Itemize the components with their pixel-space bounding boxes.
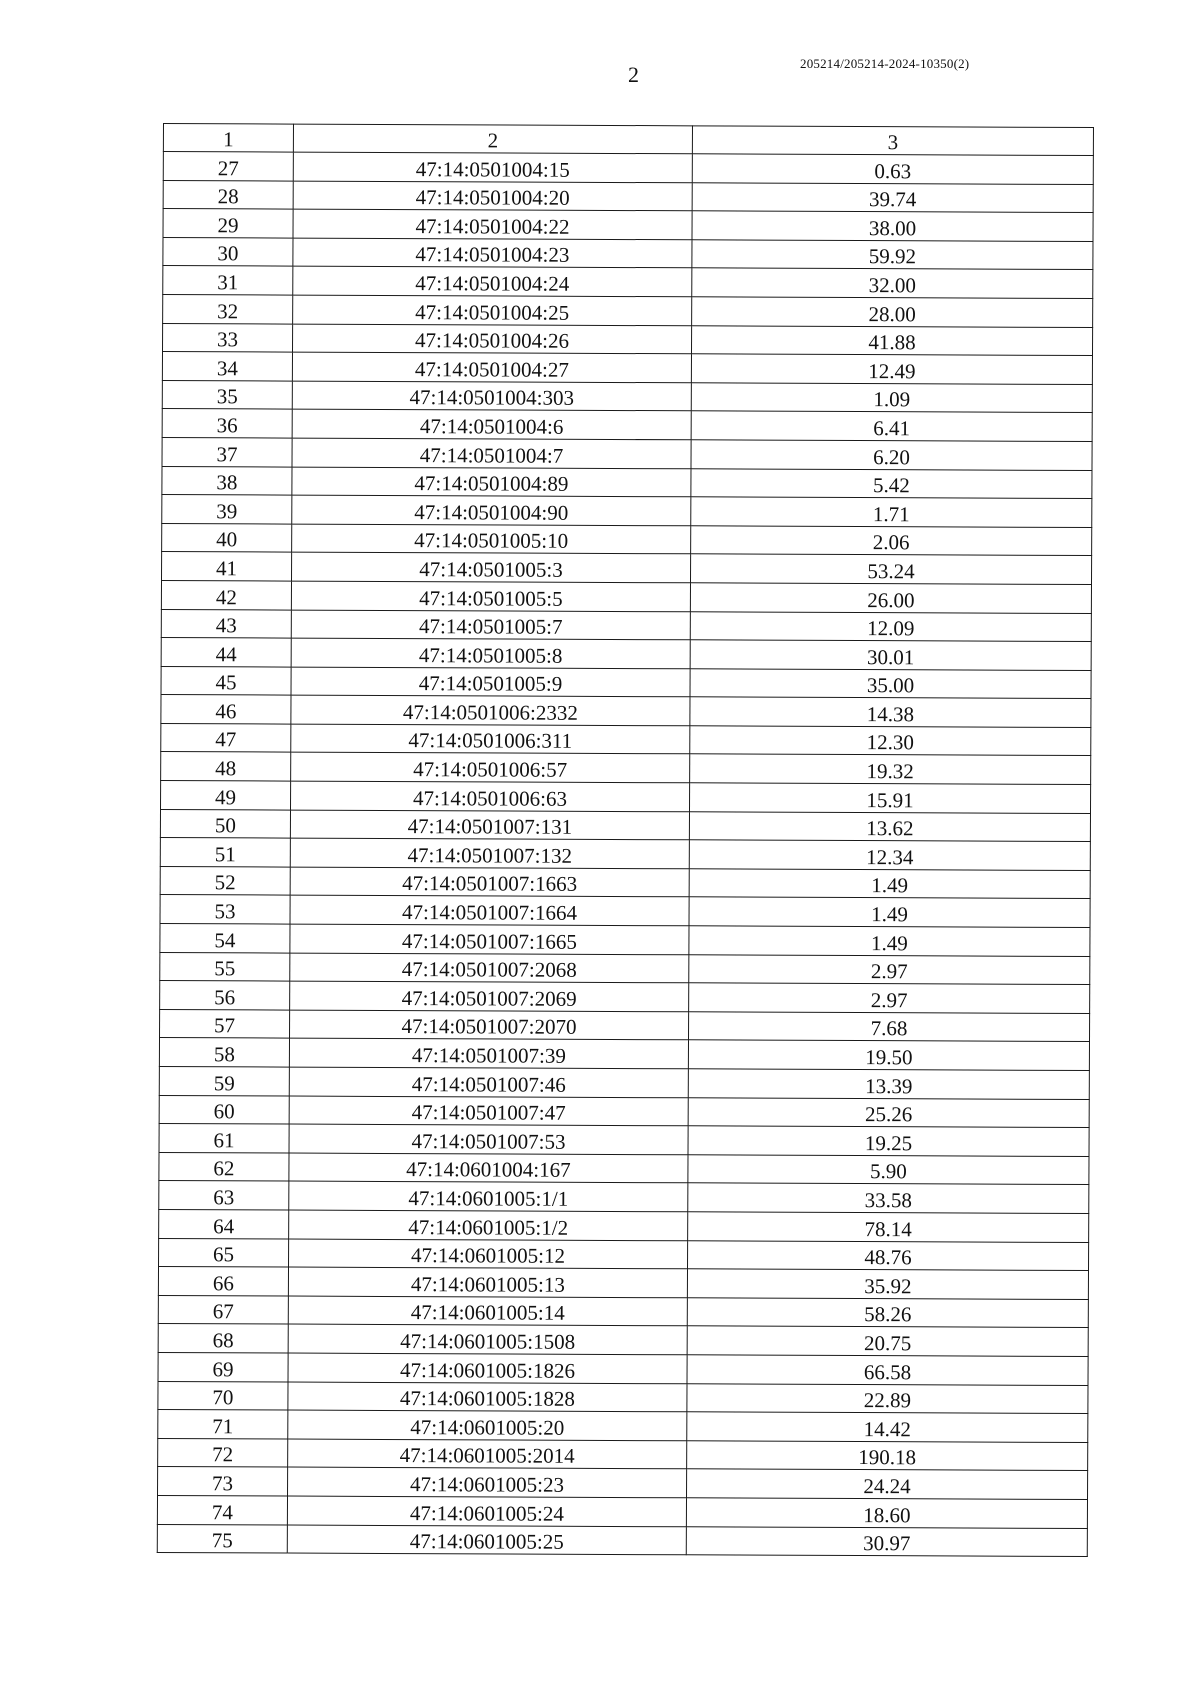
cadastral-number-cell: 47:14:0501004:23 (293, 238, 692, 268)
row-number-cell: 34 (162, 352, 292, 381)
cadastral-number-cell: 47:14:0501005:7 (291, 610, 690, 640)
value-cell: 24.24 (687, 1469, 1088, 1499)
row-number-cell: 41 (162, 552, 292, 581)
cadastral-number-cell: 47:14:0501005:5 (291, 581, 690, 611)
row-number-cell: 47 (161, 723, 291, 752)
value-cell: 14.42 (687, 1412, 1088, 1442)
row-number-cell: 39 (162, 495, 292, 524)
table-row (163, 209, 1093, 242)
table-row (161, 609, 1091, 642)
table-row (160, 866, 1090, 899)
row-number-cell: 73 (158, 1467, 288, 1496)
value-cell: 13.39 (688, 1069, 1089, 1099)
cadastral-number-cell: 47:14:0501007:1664 (290, 895, 689, 925)
cadastral-number-cell: 47:14:0601005:1/1 (289, 1181, 688, 1211)
cadastral-number-cell: 47:14:0501004:89 (292, 467, 691, 497)
cadastral-number-cell: 47:14:0501006:311 (291, 724, 690, 754)
cadastral-number-cell: 47:14:0501007:53 (289, 1124, 688, 1154)
value-cell: 33.58 (688, 1183, 1089, 1213)
value-cell: 32.00 (692, 268, 1093, 298)
cadastral-number-cell: 47:14:0601005:1/2 (289, 1210, 688, 1240)
row-number-cell: 35 (162, 380, 292, 409)
value-cell: 41.88 (691, 325, 1092, 355)
cadastral-number-cell: 47:14:0501004:90 (292, 495, 691, 525)
value-cell: 12.34 (689, 840, 1090, 870)
table-row (163, 323, 1093, 356)
cadastral-number-cell: 47:14:0601005:1826 (288, 1353, 687, 1383)
row-number-cell: 51 (160, 838, 290, 867)
table-row (163, 294, 1093, 327)
row-number-cell: 30 (163, 237, 293, 266)
cadastral-number-cell: 47:14:0501007:39 (289, 1038, 688, 1068)
row-number-cell: 49 (161, 781, 291, 810)
row-number-cell: 48 (161, 752, 291, 781)
cadastral-number-cell: 47:14:0501004:20 (293, 181, 692, 211)
value-cell: 58.26 (687, 1298, 1088, 1328)
value-cell: 26.00 (690, 583, 1091, 613)
table-row (161, 781, 1091, 814)
row-number-cell: 38 (162, 466, 292, 495)
value-cell: 19.50 (688, 1040, 1089, 1070)
row-number-cell: 66 (158, 1267, 288, 1296)
table-row (162, 352, 1092, 385)
cadastral-number-cell: 47:14:0501005:10 (292, 524, 691, 554)
value-cell: 48.76 (688, 1240, 1089, 1270)
table-row (160, 809, 1090, 842)
cadastral-number-cell: 47:14:0501004:15 (293, 152, 692, 182)
table-header (163, 124, 1093, 156)
table-row (161, 580, 1091, 613)
value-cell: 35.92 (687, 1269, 1088, 1299)
value-cell: 28.00 (692, 297, 1093, 327)
table-row (161, 638, 1091, 671)
table-row (162, 495, 1092, 528)
cadastral-number-cell: 47:14:0501004:27 (292, 352, 691, 382)
row-number-cell: 56 (160, 981, 290, 1010)
row-number-cell: 65 (159, 1238, 289, 1267)
table-row (157, 1495, 1087, 1528)
cadastral-number-cell: 47:14:0501004:6 (292, 409, 691, 439)
table-row (158, 1467, 1088, 1500)
row-number-cell: 37 (162, 437, 292, 466)
cadastral-number-cell: 47:14:0601005:2014 (288, 1439, 687, 1469)
table-row (159, 1238, 1089, 1271)
cadastral-number-cell: 47:14:0601005:25 (287, 1525, 686, 1555)
value-cell: 0.63 (692, 154, 1093, 184)
value-cell: 13.62 (689, 811, 1090, 841)
table-row (163, 152, 1093, 185)
table-row (159, 1181, 1089, 1214)
cadastral-number-cell: 47:14:0501006:57 (291, 753, 690, 783)
table-row (160, 838, 1090, 871)
row-number-cell: 28 (163, 180, 293, 209)
table-row (158, 1324, 1088, 1357)
cadastral-number-cell: 47:14:0601005:1508 (288, 1324, 687, 1354)
table-row (159, 1066, 1089, 1099)
value-cell: 14.38 (690, 697, 1091, 727)
value-cell: 15.91 (690, 783, 1091, 813)
table-row (161, 666, 1091, 699)
value-cell: 35.00 (690, 668, 1091, 698)
value-cell: 5.42 (691, 468, 1092, 498)
table-row (163, 180, 1093, 213)
row-number-cell: 53 (160, 895, 290, 924)
table-container (163, 123, 1093, 1556)
table-body (157, 152, 1093, 1557)
row-number-cell: 74 (157, 1495, 287, 1524)
document-reference: 205214/205214-2024-10350(2) (800, 56, 970, 71)
table-row (160, 981, 1090, 1014)
cadastral-number-cell: 47:14:0501004:7 (292, 438, 691, 468)
row-number-cell: 29 (163, 209, 293, 238)
value-cell: 5.90 (688, 1155, 1089, 1185)
value-cell: 20.75 (687, 1326, 1088, 1356)
table-row (158, 1267, 1088, 1300)
table-row (158, 1438, 1088, 1471)
value-cell: 30.97 (686, 1526, 1087, 1556)
table-row (159, 1038, 1089, 1071)
value-cell: 19.25 (688, 1126, 1089, 1156)
table-row (159, 1095, 1089, 1128)
row-number-cell: 42 (161, 580, 291, 609)
value-cell: 66.58 (687, 1355, 1088, 1385)
table-row (162, 380, 1092, 413)
table-row (160, 924, 1090, 957)
cadastral-number-cell: 47:14:0601005:12 (289, 1239, 688, 1269)
row-number-cell: 44 (161, 638, 291, 667)
row-number-cell: 36 (162, 409, 292, 438)
value-cell: 1.49 (689, 897, 1090, 927)
data-table (157, 123, 1094, 1557)
value-cell: 22.89 (687, 1383, 1088, 1413)
row-number-cell: 32 (163, 294, 293, 323)
cadastral-number-cell: 47:14:0601005:1828 (288, 1382, 687, 1412)
cadastral-number-cell: 47:14:0501004:303 (292, 381, 691, 411)
page-number: 2 (628, 62, 639, 87)
row-number-cell: 67 (158, 1295, 288, 1324)
row-number-cell: 40 (162, 523, 292, 552)
row-number-cell: 58 (159, 1038, 289, 1067)
cadastral-number-cell: 47:14:0601005:23 (288, 1467, 687, 1497)
value-cell: 6.20 (691, 440, 1092, 470)
table-row (160, 895, 1090, 928)
row-number-cell: 75 (157, 1524, 287, 1553)
cadastral-number-cell: 47:14:0501007:131 (290, 810, 689, 840)
cadastral-number-cell: 47:14:0501005:8 (291, 638, 690, 668)
cadastral-number-cell: 47:14:0501004:22 (293, 209, 692, 239)
cadastral-number-cell: 47:14:0501007:46 (289, 1067, 688, 1097)
value-cell: 78.14 (688, 1212, 1089, 1242)
row-number-cell: 60 (159, 1095, 289, 1124)
cadastral-number-cell: 47:14:0501007:1663 (290, 867, 689, 897)
value-cell: 30.01 (690, 640, 1091, 670)
row-number-cell: 72 (158, 1438, 288, 1467)
value-cell: 1.71 (691, 497, 1092, 527)
cadastral-number-cell: 47:14:0501005:9 (291, 667, 690, 697)
row-number-cell: 45 (161, 666, 291, 695)
row-number-cell: 54 (160, 924, 290, 953)
column-header-2: 2 (293, 124, 692, 154)
row-number-cell: 33 (163, 323, 293, 352)
table-row (160, 952, 1090, 985)
column-header-3: 3 (692, 126, 1093, 156)
row-number-cell: 50 (160, 809, 290, 838)
table-row (157, 1524, 1087, 1557)
row-number-cell: 62 (159, 1152, 289, 1181)
row-number-cell: 68 (158, 1324, 288, 1353)
table-row (158, 1295, 1088, 1328)
row-number-cell: 52 (160, 866, 290, 895)
cadastral-number-cell: 47:14:0501007:1665 (290, 924, 689, 954)
value-cell: 53.24 (690, 554, 1091, 584)
row-number-cell: 27 (163, 152, 293, 181)
value-cell: 39.74 (692, 182, 1093, 212)
cadastral-number-cell: 47:14:0601005:14 (288, 1296, 687, 1326)
row-number-cell: 57 (160, 1009, 290, 1038)
table-row (159, 1152, 1089, 1185)
row-number-cell: 61 (159, 1124, 289, 1153)
table-row (162, 437, 1092, 470)
table-row (159, 1209, 1089, 1242)
row-number-cell: 63 (159, 1181, 289, 1210)
value-cell: 2.97 (689, 954, 1090, 984)
cadastral-number-cell: 47:14:0501007:2068 (290, 953, 689, 983)
table-row (158, 1352, 1088, 1385)
value-cell: 6.41 (691, 411, 1092, 441)
table-row (158, 1381, 1088, 1414)
cadastral-number-cell: 47:14:0501006:2332 (291, 695, 690, 725)
cadastral-number-cell: 47:14:0501005:3 (292, 552, 691, 582)
cadastral-number-cell: 47:14:0501006:63 (291, 781, 690, 811)
value-cell: 2.06 (691, 526, 1092, 556)
value-cell: 1.49 (689, 869, 1090, 899)
table-row (163, 266, 1093, 299)
row-number-cell: 69 (158, 1352, 288, 1381)
row-number-cell: 64 (159, 1209, 289, 1238)
value-cell: 7.68 (689, 1012, 1090, 1042)
table-row (162, 409, 1092, 442)
row-number-cell: 31 (163, 266, 293, 295)
cadastral-number-cell: 47:14:0601004:167 (289, 1153, 688, 1183)
cadastral-number-cell: 47:14:0501007:47 (289, 1096, 688, 1126)
table-row (160, 1009, 1090, 1042)
table-row (162, 466, 1092, 499)
row-number-cell: 55 (160, 952, 290, 981)
table-row (162, 552, 1092, 585)
table-row (161, 752, 1091, 785)
cadastral-number-cell: 47:14:0501004:25 (293, 295, 692, 325)
cadastral-number-cell: 47:14:0601005:20 (288, 1410, 687, 1440)
row-number-cell: 71 (158, 1410, 288, 1439)
cadastral-number-cell: 47:14:0501007:2070 (290, 1010, 689, 1040)
row-number-cell: 43 (161, 609, 291, 638)
header-row (163, 124, 1093, 156)
row-number-cell: 59 (159, 1066, 289, 1095)
row-number-cell: 70 (158, 1381, 288, 1410)
value-cell: 12.09 (690, 611, 1091, 641)
cadastral-number-cell: 47:14:0501007:132 (290, 838, 689, 868)
cadastral-number-cell: 47:14:0601005:13 (288, 1267, 687, 1297)
table-row (161, 695, 1091, 728)
table-row (158, 1410, 1088, 1443)
value-cell: 1.09 (691, 383, 1092, 413)
cadastral-number-cell: 47:14:0501004:26 (293, 324, 692, 354)
cadastral-number-cell: 47:14:0501007:2069 (290, 981, 689, 1011)
table-row (162, 523, 1092, 556)
table-row (159, 1124, 1089, 1157)
value-cell: 190.18 (687, 1441, 1088, 1471)
value-cell: 18.60 (686, 1498, 1087, 1528)
value-cell: 12.30 (690, 726, 1091, 756)
cadastral-number-cell: 47:14:0501004:24 (293, 266, 692, 296)
cadastral-number-cell: 47:14:0601005:24 (287, 1496, 686, 1526)
value-cell: 19.32 (690, 754, 1091, 784)
value-cell: 12.49 (691, 354, 1092, 384)
value-cell: 1.49 (689, 926, 1090, 956)
row-number-cell: 46 (161, 695, 291, 724)
table-row (161, 723, 1091, 756)
table-row (163, 237, 1093, 270)
column-header-1: 1 (163, 124, 293, 153)
value-cell: 25.26 (688, 1097, 1089, 1127)
value-cell: 2.97 (689, 983, 1090, 1013)
value-cell: 59.92 (692, 240, 1093, 270)
value-cell: 38.00 (692, 211, 1093, 241)
